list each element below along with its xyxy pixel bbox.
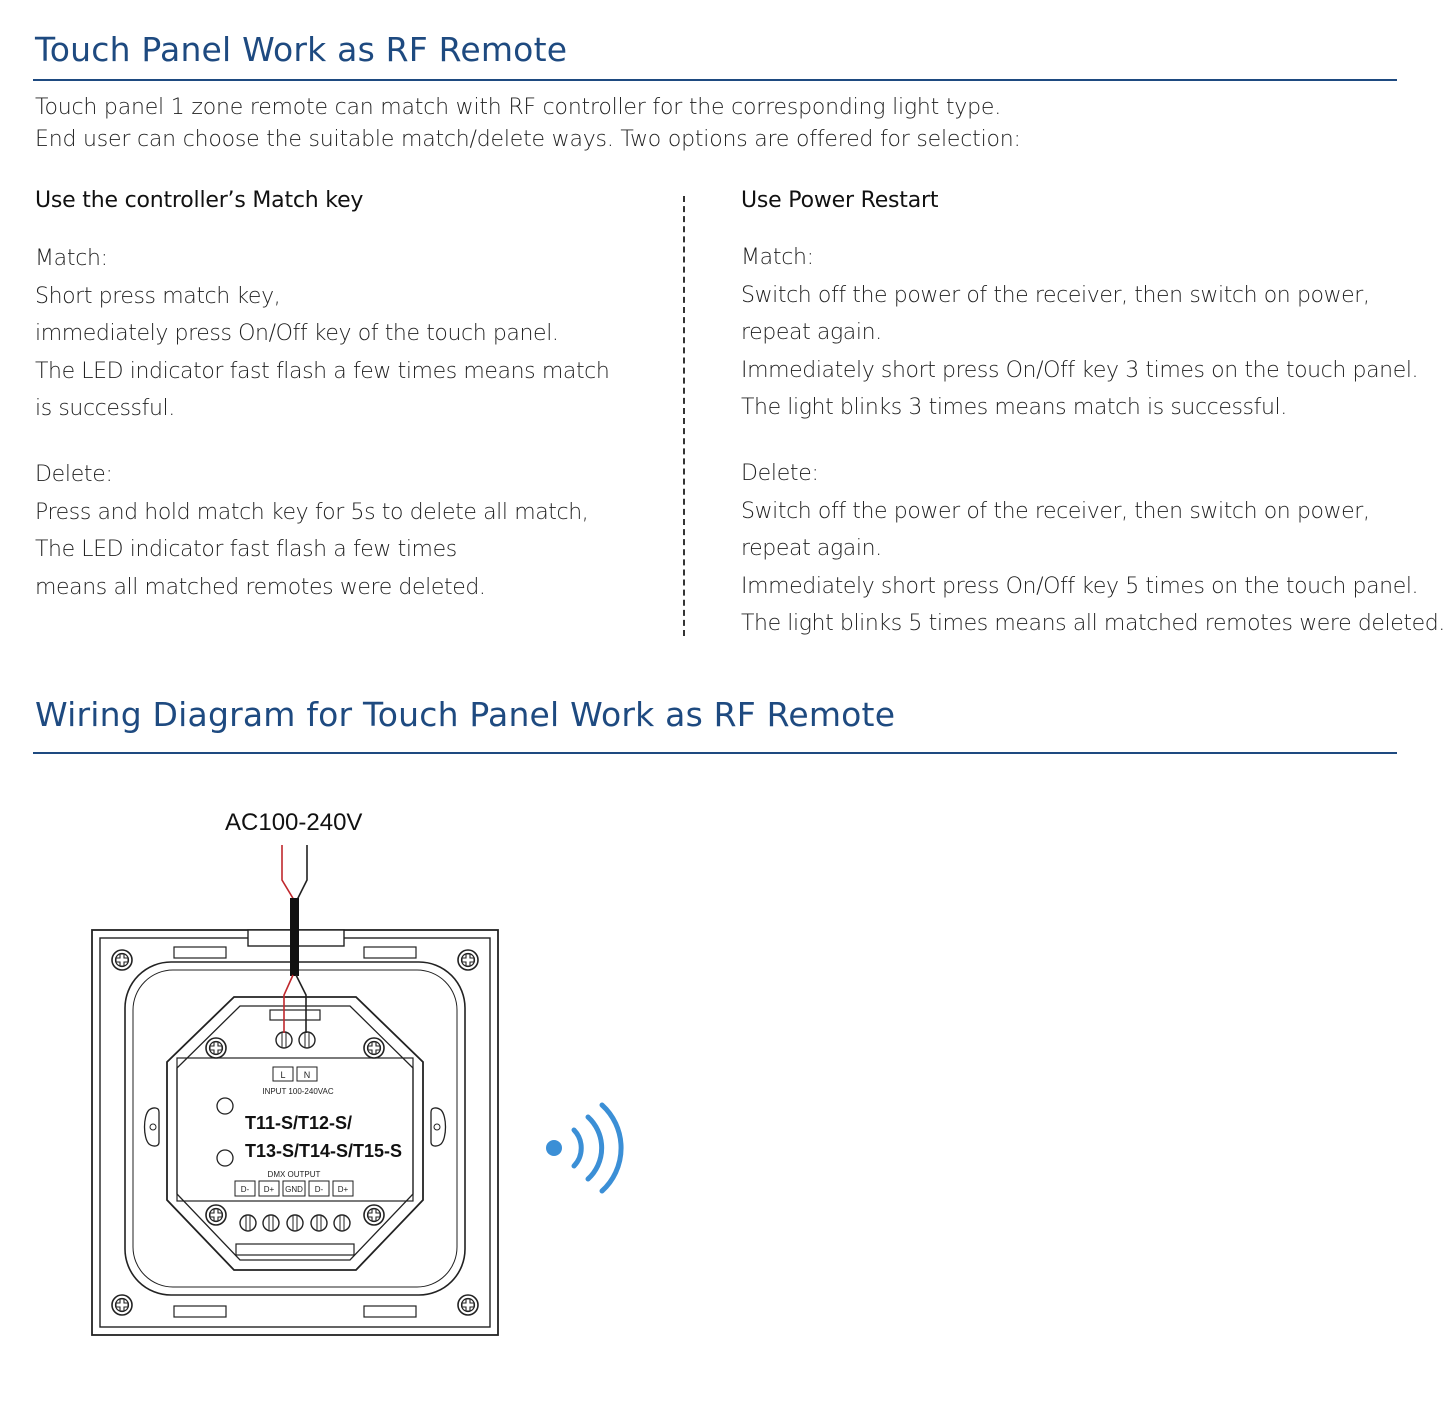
wiring-diagram: [0, 760, 700, 1400]
intro-line: End user can choose the suitable match/delete ways. Two options are offered for selection:: [35, 127, 1021, 152]
option-heading: Use Power Restart: [741, 188, 939, 213]
instruction-line: The light blinks 3 times means match is successful.: [741, 395, 1287, 420]
terminal-label: GND: [285, 1185, 303, 1194]
rf-signal-icon: [546, 1105, 621, 1191]
intro-line: Touch panel 1 zone remote can match with RF controller for the corresponding light type.: [35, 95, 1002, 120]
screw-icon: [364, 1038, 384, 1058]
power-label: AC100-240V: [225, 809, 363, 836]
instruction-line: Press and hold match key for 5s to delete all match,: [35, 499, 589, 525]
match-instructions: [741, 239, 1418, 427]
screw-icon: [206, 1038, 226, 1058]
instruction-line: Immediately short press On/Off key 3 times on the touch panel.: [741, 357, 1419, 383]
instruction-line: Short press match key,: [35, 283, 281, 309]
instruction-line: The LED indicator fast flash a few times means match: [35, 358, 610, 384]
screw-icon: [112, 1295, 132, 1315]
input-label: INPUT 100-240VAC: [262, 1087, 334, 1096]
match-label: Match:: [741, 245, 814, 270]
terminal-label: D-: [240, 1185, 250, 1194]
instruction-line: Immediately short press On/Off key 5 times on the touch panel.: [741, 573, 1419, 599]
terminal-n-label: N: [303, 1070, 311, 1080]
terminal-l-label: L: [280, 1070, 286, 1080]
instruction-line: The LED indicator fast flash a few times: [35, 537, 457, 562]
model-label: T11-S/T12-S/: [245, 1113, 353, 1133]
screw-icon: [112, 950, 132, 970]
screw-icon: [206, 1205, 226, 1225]
intro-paragraph: [35, 92, 1021, 156]
instruction-line: repeat again.: [741, 320, 882, 345]
option-heading: Use the controller’s Match key: [35, 188, 364, 213]
title-underline: [33, 752, 1397, 754]
terminal-label: D+: [263, 1185, 275, 1194]
instruction-line: is successful.: [35, 396, 175, 421]
model-label: T13-S/T14-S/T15-S: [245, 1141, 403, 1161]
indicator-led: [217, 1098, 233, 1114]
output-terminal-labels: [235, 1181, 353, 1196]
section-title-rf-remote: Touch Panel Work as RF Remote: [35, 30, 568, 69]
output-label: DMX OUTPUT: [267, 1170, 321, 1179]
instruction-line: Switch off the power of the receiver, then switch on power,: [741, 282, 1370, 308]
match-instructions: [35, 240, 609, 428]
match-key: [217, 1150, 233, 1166]
instruction-line: repeat again.: [741, 536, 882, 561]
terminal-label: D+: [337, 1185, 349, 1194]
match-label: Match:: [35, 246, 108, 271]
option-match-key: [35, 188, 655, 600]
instruction-line: immediately press On/Off key of the touch panel.: [35, 321, 559, 346]
section-title-wiring-diagram: Wiring Diagram for Touch Panel Work as RF Remote: [35, 695, 896, 734]
option-power-restart: [741, 188, 1445, 636]
title-underline: [33, 79, 1397, 81]
terminal-label: D-: [314, 1185, 324, 1194]
screw-icon: [458, 1295, 478, 1315]
instruction-line: Switch off the power of the receiver, then switch on power,: [741, 498, 1370, 524]
screw-icon: [364, 1205, 384, 1225]
column-divider: [683, 196, 685, 636]
delete-label: Delete:: [35, 462, 113, 487]
screw-icon: [458, 950, 478, 970]
delete-instructions: [35, 456, 588, 606]
delete-instructions: [741, 455, 1445, 643]
instruction-line: means all matched remotes were deleted.: [35, 574, 486, 600]
delete-label: Delete:: [741, 461, 819, 486]
instruction-line: The light blinks 5 times means all matched remotes were deleted.: [741, 611, 1445, 636]
